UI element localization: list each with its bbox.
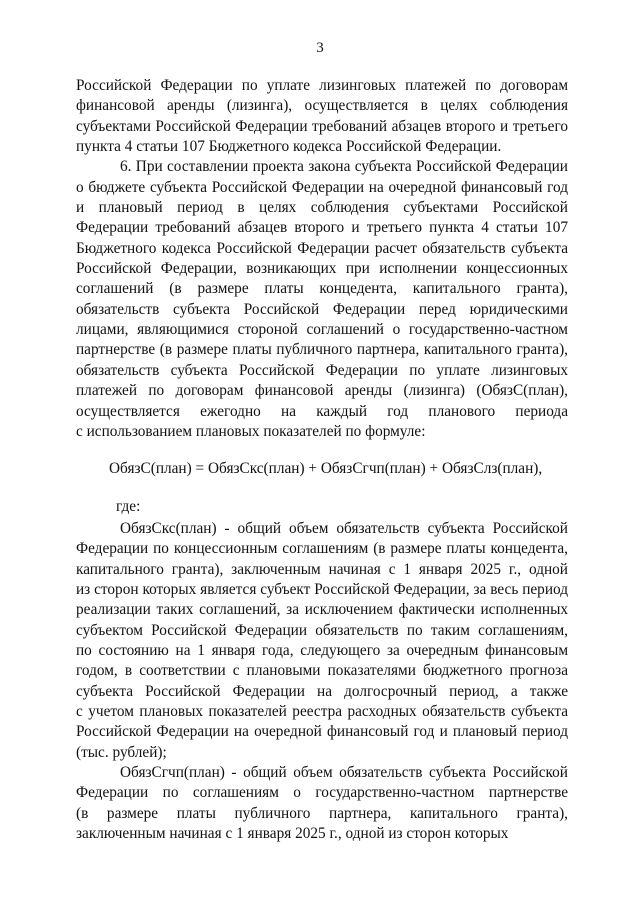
text-line: субъекта Российской Федерации на долгосрочный период, а также [76,682,568,700]
paragraph [76,76,568,157]
text-line: Российской Федерации, возникающих при исполнении концессионных [76,260,568,278]
text-line: субъектом Российской Федерации обязательств по таким соглашениям, [76,621,568,639]
text-line: осуществляется ежегодно на каждый год планового периода [76,402,568,420]
formula: ОбязС(план) = ОбязСкс(план) + ОбязСгчп(план) + ОбязСлз(план), [109,460,543,478]
where-label: где: [116,497,141,515]
text-line: обязательств субъекта Российской Федерации по уплате лизинговых [76,361,568,379]
text-line: из сторон которых является субъект Российской Федерации, за весь период [76,580,568,598]
text-line: годом, в соответствии с плановыми показателями бюджетного прогноза [76,662,568,680]
definition-paragraph [76,519,568,763]
text-line: Федерации по соглашениям о государственно-частном партнерстве [76,784,568,802]
text-line: (в размере платы публичного партнера, капитального гранта), [76,804,568,822]
text-line: Российской Федерации на очередной финансовый год и плановый период [76,723,568,741]
text-line: ОбязСгчп(план) - общий объем обязательств субъекта Российской [120,764,568,781]
text-line: 6. При составлении проекта закона субъекта Российской Федерации [120,158,568,176]
text-line: и плановый период в целях соблюдения субъектами Российской [76,199,568,217]
text-line: Бюджетного кодекса Российской Федерации расчет обязательств субъекта [76,239,568,257]
text-line: лицами, являющимися стороной соглашений о государственно-частном [76,321,568,339]
definition-paragraph [76,763,568,844]
text-line: с учетом плановых показателей реестра расходных обязательств субъекта [76,702,568,720]
text-line: платежей по договорам финансовой аренды (лизинга) (ОбязС(план), [76,382,568,400]
text-line: по состоянию на 1 января года, следующего за очередным финансовым [76,641,568,659]
text-line: соглашений (в размере платы концедента, капитального гранта), [76,280,568,298]
text-line: реализации таких соглашений, за исключением фактически исполненных [76,601,568,619]
text-line: субъектами Российской Федерации требований абзацев второго и третьего [76,117,568,135]
text-line: заключенным начиная с 1 января 2025 г., одной из сторон которых [76,825,509,843]
text-line: обязательств субъекта Российской Федерации перед юридическими [76,300,568,318]
text-line: (тыс. рублей); [76,743,167,761]
text-line: партнерстве (в размере платы публичного партнера, капитального гранта), [76,341,568,359]
text-line: Российской Федерации по уплате лизинговых платежей по договорам [76,77,568,94]
text-line: финансовой аренды (лизинга), осуществляется в целях соблюдения [76,97,568,115]
text-line: о бюджете субъекта Российской Федерации на очередной финансовый год [76,178,568,196]
page-number: 3 [316,40,324,56]
paragraph [76,157,568,442]
text-line: ОбязСкс(план) - общий объем обязательств субъекта Российской [120,519,568,537]
document-body [76,76,568,844]
text-line: пункта 4 статьи 107 Бюджетного кодекса Российской Федерации. [76,138,502,156]
text-line: Федерации требований абзацев второго и третьего пункта 4 статьи 107 [76,219,568,237]
text-line: капитального гранта), заключенным начиная с 1 января 2025 г., одной [76,560,568,578]
text-line: с использованием плановых показателей по формуле: [76,422,426,440]
text-line: Федерации по концессионным соглашениям (в размере платы концедента, [76,540,568,558]
